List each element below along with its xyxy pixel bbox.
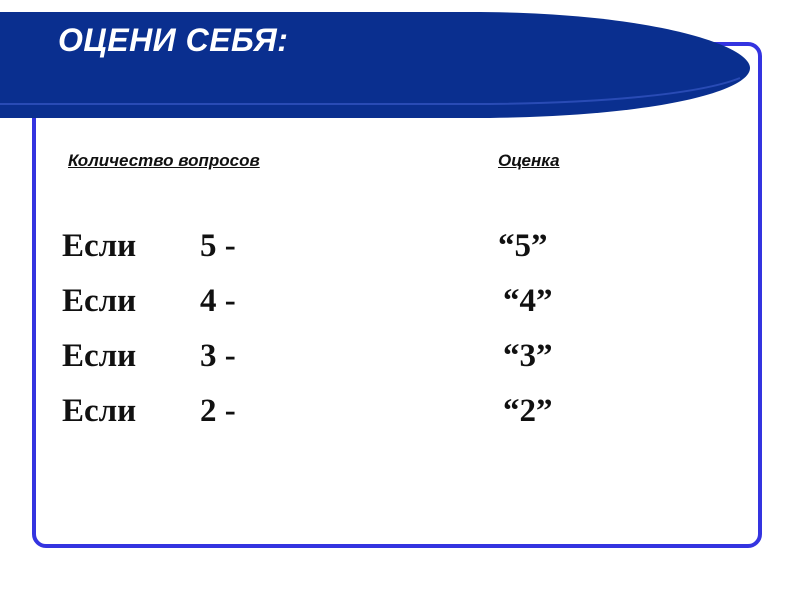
row-question-count: 5 - xyxy=(200,228,236,264)
title-banner xyxy=(0,0,800,130)
column-header-questions: Количество вопросов xyxy=(68,151,260,170)
grade-row xyxy=(0,283,800,333)
row-grade: “3” xyxy=(503,338,553,374)
row-if-word: Если xyxy=(62,393,137,429)
grade-row xyxy=(0,338,800,388)
row-question-count: 2 - xyxy=(200,393,236,429)
row-question-count: 3 - xyxy=(200,338,236,374)
row-grade: “5” xyxy=(498,228,548,264)
grade-row xyxy=(0,393,800,443)
slide-title: ОЦЕНИ СЕБЯ: xyxy=(58,22,289,58)
row-if-word: Если xyxy=(62,283,137,319)
row-question-count: 4 - xyxy=(200,283,236,319)
row-if-word: Если xyxy=(62,338,137,374)
row-grade: “4” xyxy=(503,283,553,319)
grade-row xyxy=(0,228,800,278)
row-grade: “2” xyxy=(503,393,553,429)
column-header-grade: Оценка xyxy=(498,151,560,170)
row-if-word: Если xyxy=(62,228,137,264)
